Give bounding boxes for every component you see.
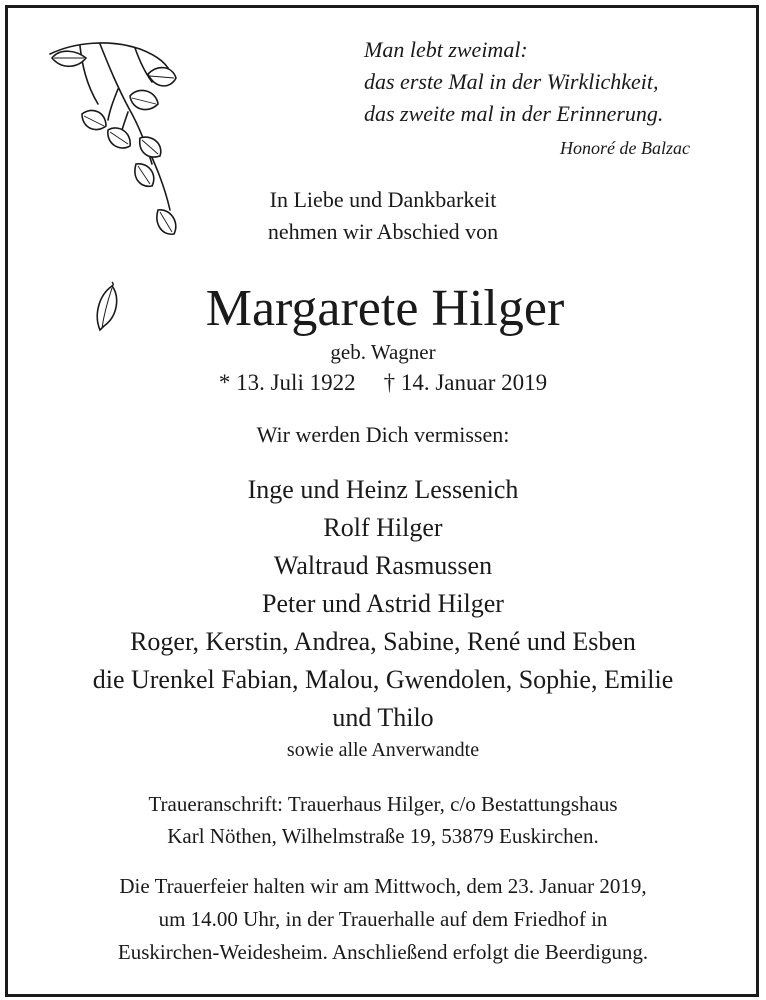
mourner-line: Roger, Kerstin, Andrea, Sabine, René und Esben (130, 627, 636, 656)
intro-line: In Liebe und Dankbarkeit (269, 187, 497, 212)
intro-line: nehmen wir Abschied von (267, 219, 499, 244)
birth-name: geb. Wagner (330, 340, 436, 364)
quote-line: Man lebt zweimal: (364, 37, 528, 62)
deceased-name: Margarete Hilger (205, 280, 565, 337)
mourner-line: Waltraud Rasmussen (273, 551, 493, 580)
quote-line: das zweite mal in der Erinnerung. (364, 101, 664, 126)
ceremony-line: Euskirchen-Weidesheim. Anschließend erfolgt die Beerdigung. (117, 940, 649, 964)
birth-date: * 13. Juli 1922 (218, 370, 356, 395)
memorial-quote (364, 34, 690, 158)
quote-line: das erste Mal in der Wirklichkeit, (364, 69, 659, 94)
mourner-line: und Thilo (332, 703, 434, 732)
relatives-line: sowie alle Anverwandte (286, 739, 480, 761)
mourner-line: Inge und Heinz Lessenich (247, 475, 519, 504)
miss-line: Wir werden Dich vermissen: (256, 422, 510, 447)
quote-author: Honoré de Balzac (560, 138, 690, 158)
ceremony-line: Die Trauerfeier halten wir am Mittwoch, dem 23. Januar 2019, (119, 874, 647, 898)
address-line: Karl Nöthen, Wilhelmstraße 19, 53879 Euskirchen. (167, 824, 599, 848)
life-dates (0, 368, 766, 398)
mourner-line: Peter und Astrid Hilger (262, 589, 504, 618)
intro-text (0, 184, 766, 248)
mourner-line: die Urenkel Fabian, Malou, Gwendolen, Sophie, Emilie (92, 665, 674, 694)
mourning-address (0, 788, 766, 852)
mourner-line: Rolf Hilger (323, 513, 443, 542)
ceremony-line: um 14.00 Uhr, in der Trauerhalle auf dem Friedhof in (158, 907, 608, 931)
ceremony-info (0, 870, 766, 969)
death-date: † 14. Januar 2019 (383, 370, 548, 395)
address-line: Traueranschrift: Trauerhaus Hilger, c/o Bestattungshaus (148, 792, 618, 816)
mourners-list (0, 471, 766, 737)
